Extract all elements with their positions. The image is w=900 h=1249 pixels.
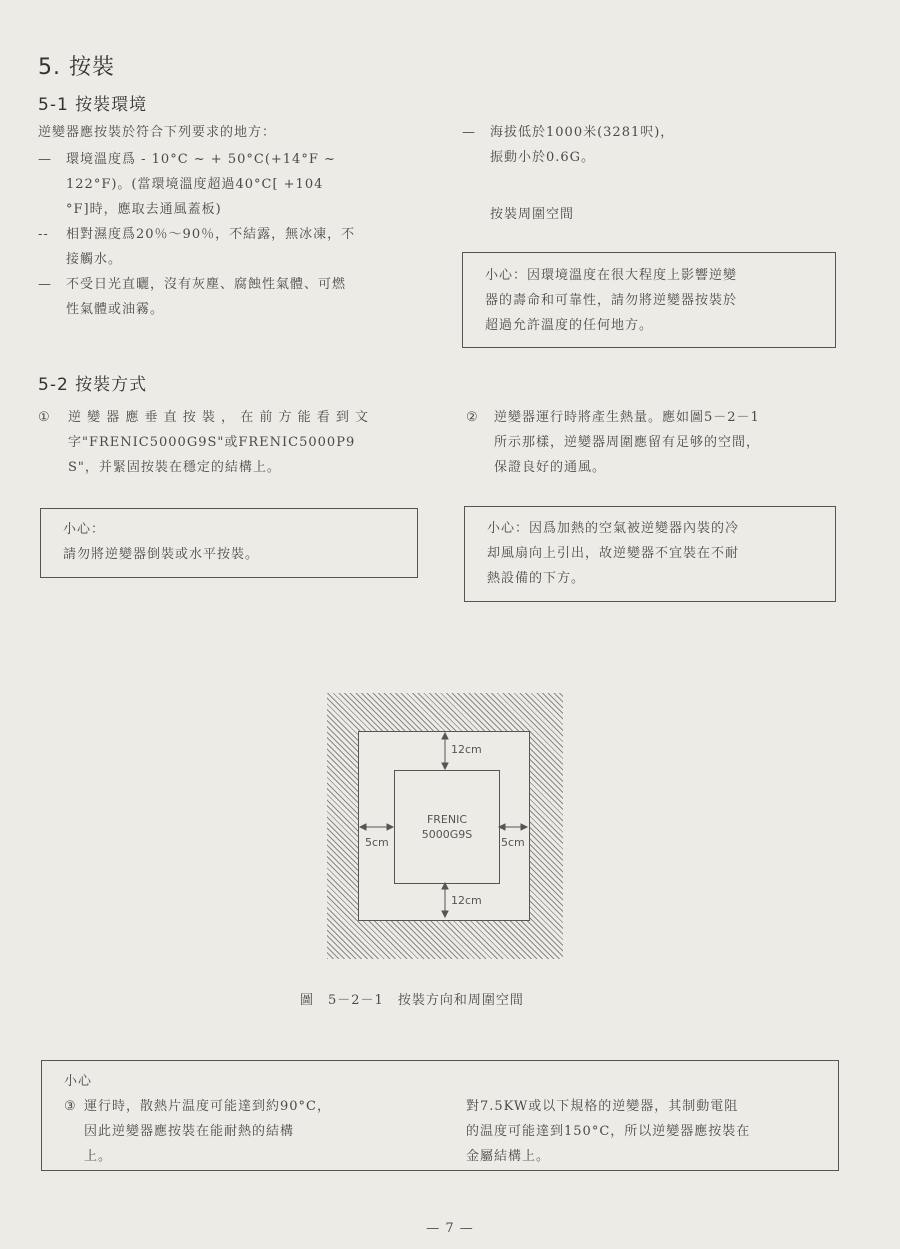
caution-item	[64, 1094, 464, 1169]
device-label: 5000G9S	[421, 828, 473, 841]
caution-box	[462, 252, 836, 348]
list-item	[38, 147, 438, 222]
right-gap-label: 5cm	[501, 836, 525, 849]
list-dash: --	[38, 227, 49, 242]
page-number: — 7 —	[426, 1221, 474, 1236]
arrow-up-icon	[442, 883, 448, 889]
caution-line: 因此逆變器應按裝在能耐熱的結構	[84, 1124, 295, 1139]
subsection-title-5-2: 5-2 按裝方式	[38, 375, 148, 395]
caution-item	[466, 1094, 832, 1169]
arrow-left-icon	[499, 824, 505, 830]
list-line: 海拔低於1000米(3281呎)，	[490, 125, 675, 140]
caution-box	[464, 506, 836, 602]
clearance-diagram	[327, 693, 563, 959]
caution-line: 器的壽命和可靠性，請勿將逆變器按裝於	[485, 293, 738, 308]
bottom-gap-label: 12cm	[451, 894, 482, 907]
caution-line: 運行時，散熱片温度可能達到約90°C，	[84, 1099, 331, 1114]
item-number: ②	[466, 410, 479, 425]
list-line: 性氣體或油霧。	[66, 302, 165, 317]
caution-line: 小心：因爲加熱的空氣被逆變器內裝的冷	[487, 521, 740, 536]
arrow-down-icon	[442, 911, 448, 917]
device-label: FRENIC	[426, 813, 468, 826]
space-label: 按裝周圍空間	[490, 207, 575, 222]
top-gap-label: 12cm	[451, 743, 482, 756]
section-title: 5. 按裝	[38, 55, 115, 80]
arrow-right-icon	[521, 824, 527, 830]
caution-title: 小心	[64, 1074, 93, 1089]
list-line: 字"FRENIC5000G9S"或FRENIC5000P9	[68, 435, 356, 450]
list-line: 接觸水。	[66, 252, 123, 267]
list-line: 保證良好的通風。	[494, 460, 607, 475]
list-item	[38, 405, 468, 480]
intro-text: 逆變器應按裝於符合下列要求的地方：	[38, 125, 277, 140]
caution-line: 超過允許溫度的任何地方。	[485, 318, 654, 333]
arrow-right-icon	[387, 824, 393, 830]
list-dash: —	[38, 152, 52, 167]
caution-line: 却風扇向上引出，故逆變器不宜裝在不耐	[487, 546, 740, 561]
dimension-arrows	[327, 693, 563, 959]
list-line: 相對濕度爲20％～90％，不結露，無冰凍，不	[66, 227, 356, 242]
caution-box	[40, 508, 418, 578]
list-line: S"，并緊固按裝在穩定的結構上。	[68, 460, 281, 475]
list-item	[38, 272, 438, 322]
item-number: ①	[38, 410, 51, 425]
caution-line: 請勿將逆變器倒裝或水平按裝。	[63, 547, 260, 562]
figure-caption: 圖 5－2－1 按裝方向和周圍空間	[300, 993, 524, 1008]
list-line: 振動小於0.6G。	[490, 150, 596, 165]
caution-line: 上。	[84, 1149, 113, 1164]
left-gap-label: 5cm	[365, 836, 389, 849]
caution-line: 對7.5KW或以下規格的逆變器，其制動電阻	[466, 1099, 739, 1114]
arrow-left-icon	[360, 824, 366, 830]
list-item	[466, 405, 884, 480]
list-line: 122°F)。(當環境溫度超過40°C[ +104	[66, 177, 324, 192]
list-line: 環境溫度爲 - 10°C ~ + 50°C(+14°F ~	[66, 152, 336, 167]
caution-line: 的温度可能達到150°C，所以逆變器應按裝在	[466, 1124, 751, 1139]
list-dash: —	[462, 125, 476, 140]
caution-box	[41, 1060, 839, 1171]
arrow-up-icon	[442, 733, 448, 739]
caution-line: 小心：	[63, 522, 106, 537]
caution-line: 熱設備的下方。	[487, 571, 586, 586]
caution-line: 金屬結構上。	[466, 1149, 551, 1164]
caution-line: 小心：因環境溫度在很大程度上影響逆變	[485, 268, 738, 283]
subsection-title-5-1: 5-1 按裝環境	[38, 95, 148, 115]
arrow-down-icon	[442, 763, 448, 769]
list-line: 不受日光直曬，沒有灰塵、腐蝕性氣體、可燃	[66, 277, 347, 292]
list-line: 所示那樣，逆變器周圍應留有足够的空間，	[494, 435, 761, 450]
requirement-list	[38, 147, 438, 322]
list-line: °F]時，應取去通風蓋板)	[66, 202, 222, 217]
list-item	[462, 120, 870, 170]
list-dash: —	[38, 277, 52, 292]
list-line: 逆變器運行時將產生熱量。應如圖5－2－1	[494, 410, 760, 425]
list-item	[38, 222, 438, 272]
list-line: 逆 變 器 應 垂 直 按 裝 ， 在 前 方 能 看 到 文	[68, 410, 369, 425]
item-number: ③	[64, 1099, 77, 1114]
